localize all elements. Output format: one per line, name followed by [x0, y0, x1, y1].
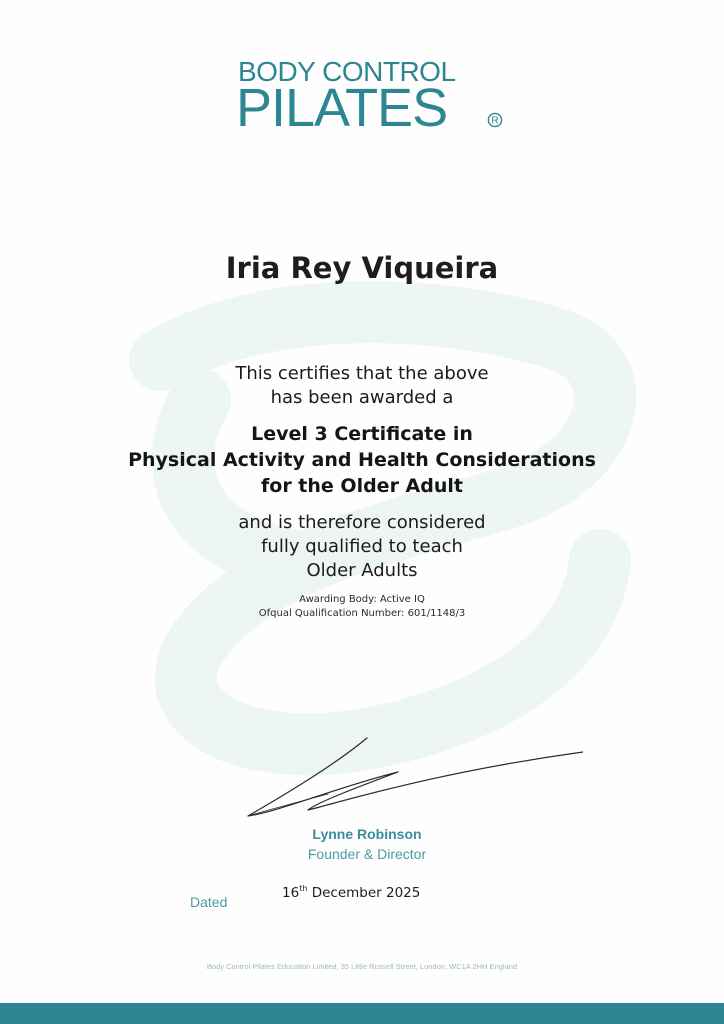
certification-intro — [0, 362, 724, 410]
date-suffix: th — [299, 884, 308, 893]
signatory-name: Lynne Robinson — [312, 826, 422, 842]
certificate-date — [282, 884, 420, 901]
outro-line: and is therefore considered — [238, 512, 486, 533]
outro-line: fully qualified to teach — [261, 536, 463, 557]
svg-text:R: R — [491, 115, 499, 127]
qualification-line: Physical Activity and Health Considerations — [128, 449, 596, 471]
footer-address: Body Control Pilates Education Limited, 35 Little Russell Street, London, WC1A 2HH England — [206, 962, 518, 971]
date-month-year: December 2025 — [307, 885, 421, 901]
ofqual-number: Ofqual Qualification Number: 601/1148/3 — [258, 608, 466, 619]
certification-outro — [0, 511, 724, 583]
logo-line-pilates: PILATES — [236, 78, 448, 138]
signatory-title: Founder & Director — [307, 846, 427, 862]
dated-label: Dated — [190, 894, 228, 910]
qualification-details — [0, 593, 724, 621]
awarding-body: Awarding Body: Active IQ — [299, 594, 425, 605]
recipient-name: Iria Rey Viqueira — [225, 251, 499, 285]
outro-line: Older Adults — [306, 560, 418, 581]
footer-bar — [0, 1003, 724, 1024]
handwritten-signature — [238, 732, 583, 824]
qualification-title — [0, 421, 724, 499]
body-control-pilates-logo — [236, 56, 516, 138]
logo-line-body-control: BODY CONTROL — [238, 56, 456, 87]
qualification-line: for the Older Adult — [261, 475, 463, 497]
qualification-line: Level 3 Certificate in — [251, 423, 473, 445]
registered-mark-icon — [487, 112, 503, 128]
intro-line: This certifies that the above — [235, 363, 489, 384]
intro-line: has been awarded a — [270, 387, 454, 408]
date-day: 16 — [282, 885, 300, 901]
